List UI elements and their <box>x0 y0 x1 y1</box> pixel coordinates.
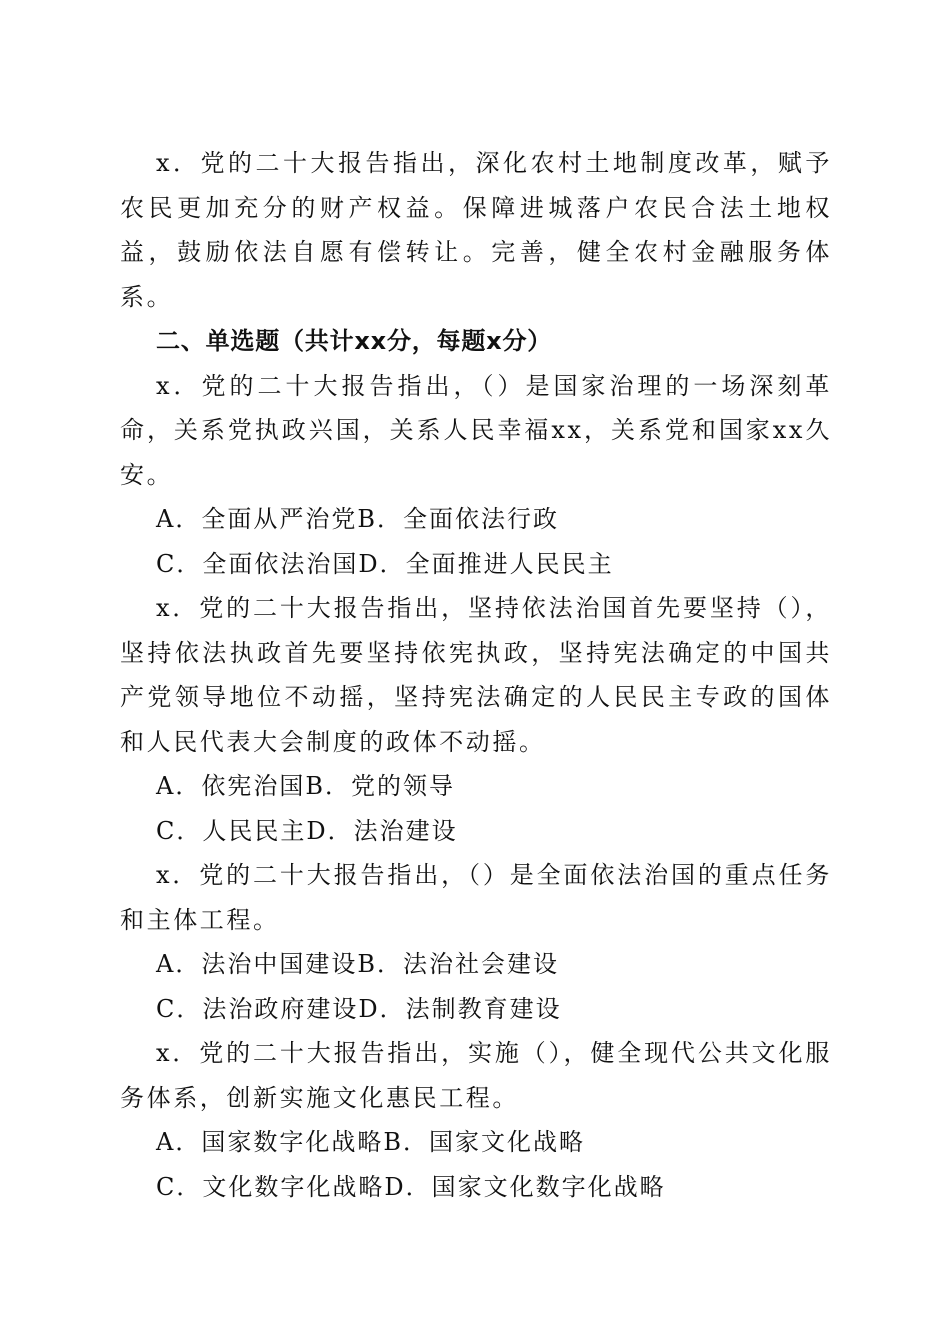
question-options-ab: A．法治中国建设B．法治社会建设 <box>156 950 559 978</box>
question-options-cd: C．全面依法治国D．全面推进人民民主 <box>156 549 614 578</box>
question-stem: x．党的二十大报告指出，坚持依法治国首先要坚持（），坚持依法执政首先要坚持依宪执政，坚持宪法确定的中国共产党领导地位不动摇，坚持宪法确定的人民民主专政的国体和人民代表大会制度的政体不动摇。 <box>120 594 832 756</box>
section-heading: 二、单选题（共计xx分，每题x分） <box>156 327 553 355</box>
question-stem: x．党的二十大报告指出，（）是国家治理的一场深刻革命，关系党执政兴国，关系人民幸福xx，关系党和国家xx久安。 <box>120 371 832 489</box>
question-options-ab: A．国家数字化战略B．国家文化战略 <box>156 1128 585 1156</box>
question-options-cd: C．文化数字化战略D．国家文化数字化战略 <box>156 1172 666 1201</box>
intro-question-text: x．党的二十大报告指出，深化农村土地制度改革，赋予农民更加充分的财产权益。保障进城落户农民合法土地权益，鼓励依法自愿有偿转让。完善，健全农村金融服务体系。 <box>120 149 832 311</box>
question-options-cd: C．法治政府建设D．法制教育建设 <box>156 994 562 1023</box>
question-options-cd: C．人民民主D．法治建设 <box>156 816 458 845</box>
question-options-ab: A．依宪治国B．党的领导 <box>156 772 455 800</box>
question-options-ab: A．全面从严治党B．全面依法行政 <box>156 505 559 533</box>
document-body <box>120 141 832 1209</box>
question-stem: x．党的二十大报告指出，实施（），健全现代公共文化服务体系，创新实施文化惠民工程。 <box>120 1039 832 1112</box>
question-stem: x．党的二十大报告指出，（）是全面依法治国的重点任务和主体工程。 <box>120 861 832 934</box>
